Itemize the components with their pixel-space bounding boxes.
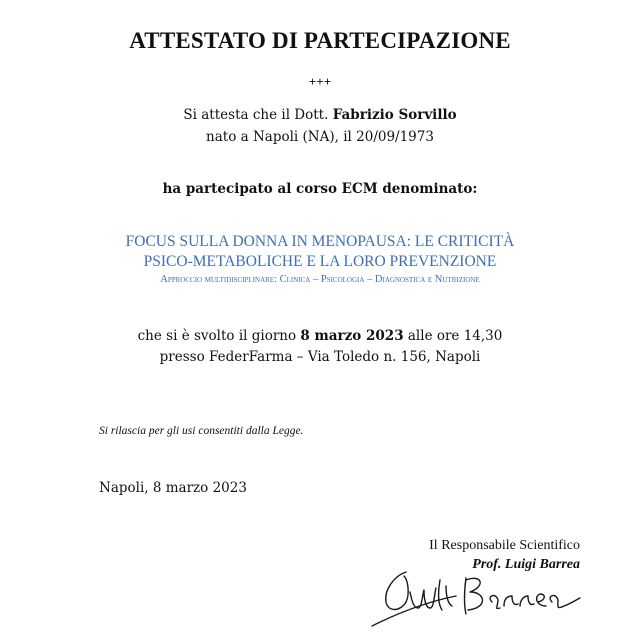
signatory-role: Il Responsabile Scientifico — [429, 538, 580, 553]
event-date-line — [0, 328, 640, 344]
attestation-prefix: Si attesta che il Dott. — [183, 107, 333, 123]
event-date: 8 marzo 2023 — [300, 328, 404, 344]
course-title: FOCUS SULLA DONNA IN MENOPAUSA: LE CRITICITÀ PSICO-METABOLICHE E LA LORO PREVENZIONE — [125, 233, 515, 270]
participant-name: Fabrizio Sorvillo — [332, 107, 457, 123]
birth-info: nato a Napoli (NA), il 20/09/1973 — [206, 129, 434, 145]
event-venue: presso FederFarma – Via Toledo n. 156, Napoli — [159, 349, 481, 365]
certificate-title: ATTESTATO DI PARTECIPAZIONE — [129, 28, 511, 53]
signatory-name: Prof. Luigi Barrea — [472, 557, 580, 572]
attestation-line — [0, 107, 640, 123]
separator: +++ — [308, 74, 332, 89]
handwritten-signature — [366, 556, 586, 640]
place-and-date: Napoli, 8 marzo 2023 — [99, 480, 247, 496]
course-subtitle: Approccio multidisciplinare: Clinica – Psicologia – Diagnostica e Nutrizione — [160, 274, 480, 285]
date-suffix: alle ore 14,30 — [403, 328, 503, 344]
participation-statement: ha partecipato al corso ECM denominato: — [162, 181, 478, 197]
date-prefix: che si è svolto il giorno — [137, 328, 301, 344]
legal-note: Si rilascia per gli usi consentiti dalla Legge. — [99, 425, 304, 437]
